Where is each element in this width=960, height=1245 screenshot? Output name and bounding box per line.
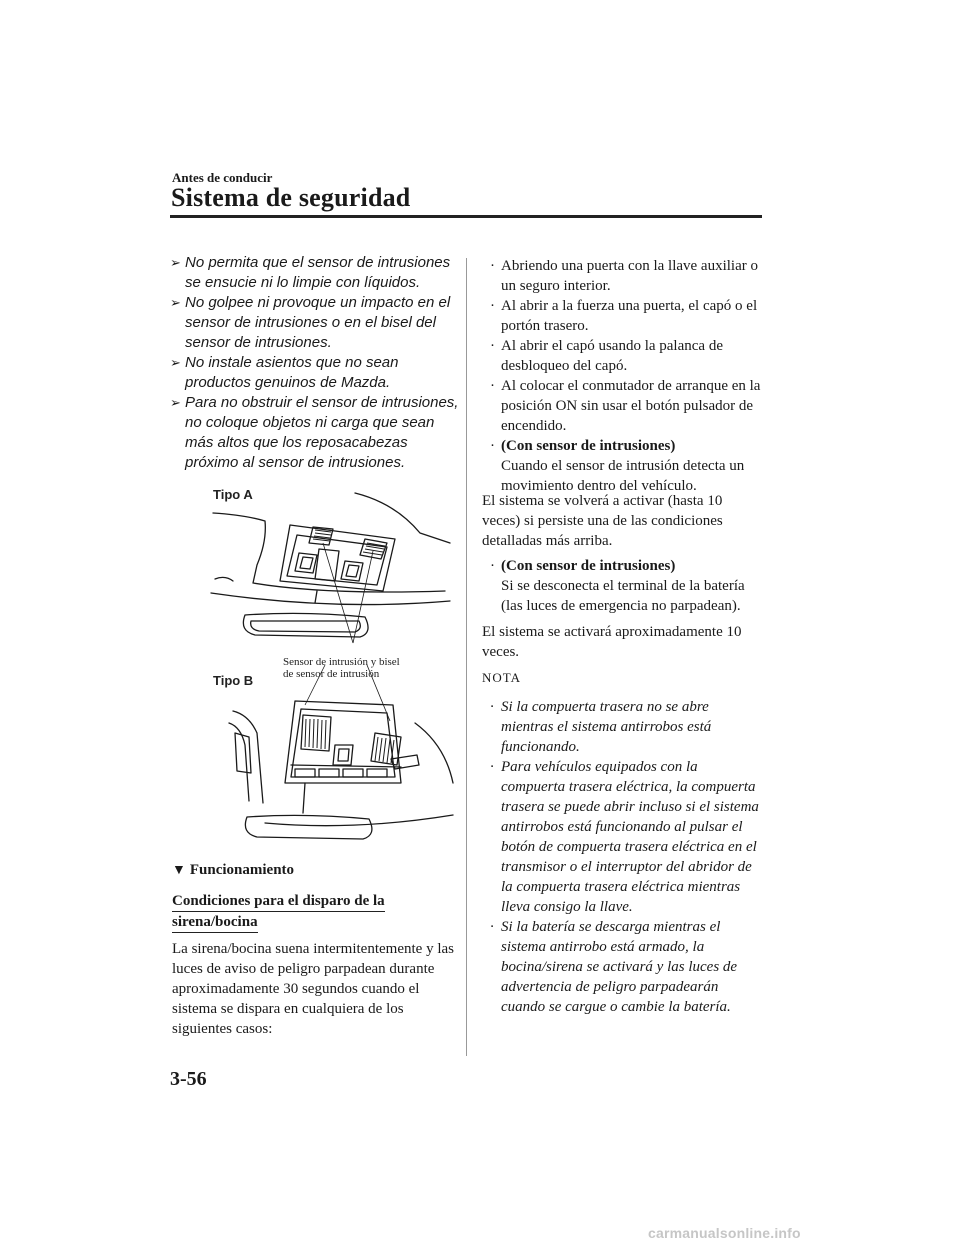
trigger-case-list <box>487 256 763 496</box>
section-label: Antes de conducir <box>172 170 273 185</box>
caution-item: ➢ No golpee ni provoque un impacto en el sensor de intrusiones o en el bisel del sensor de intrusiones. <box>170 294 451 351</box>
section-heading: ▼ Funcionamiento <box>172 862 295 878</box>
mirror-b <box>245 815 372 839</box>
figure-callout-line1: Sensor de intrusión y bisel <box>283 656 400 668</box>
mirror-a <box>243 613 368 637</box>
title-rule <box>170 215 762 218</box>
caution-item: ➢ Para no obstruir el sensor de intrusiones, no coloque objetos ni carga que sean más altos que los reposacabezas próximo al sensor de intrusiones. <box>170 394 459 471</box>
arrow-bullet-icon: ➢ <box>170 295 181 310</box>
note-item: · Para vehículos equipados con la compuerta trasera eléctrica, la compuerta trasera se puede abrir incluso si el sistema antirrobos está funcionando al pulsar el botón de compuerta trasera eléctrica en el transmisor o el interruptor del abridor de la compuerta trasera eléctrica mientras lleva consigo la llave. <box>490 759 759 915</box>
list-item: · (Con sensor de intrusiones) Cuando el sensor de intrusión detecta un movimiento dentro del vehículo. <box>490 438 745 494</box>
figure-label-type-b: Tipo B <box>213 673 254 688</box>
arrow-bullet-icon: ➢ <box>170 255 181 270</box>
note-item: · Si la compuerta trasera no se abre mientras el sistema antirrobos está funcionando. <box>490 699 712 755</box>
caution-item: ➢ No permita que el sensor de intrusiones se ensucie ni lo limpie con líquidos. <box>170 254 451 291</box>
arrow-bullet-icon: ➢ <box>170 355 181 370</box>
page-number: 3-56 <box>170 1068 207 1090</box>
watermark: carmanualsonline.info <box>648 1225 801 1241</box>
activation-paragraph: El sistema se activará aproximadamente 10 veces. <box>482 624 742 660</box>
column-divider <box>466 258 467 1056</box>
note-item: · Si la batería se descarga mientras el sistema antirrobo está armado, la bocina/sirena se activará y las luces de advertencia de peligro parpadearán cuando se cargue o cambie la batería. <box>490 919 738 1015</box>
list-item: · Al abrir a la fuerza una puerta, el capó o el portón trasero. <box>490 298 758 334</box>
intrusion-sensor-figure <box>205 483 455 853</box>
intro-paragraph: La sirena/bocina suena intermitentemente y las luces de aviso de peligro parpadean durante aproximadamente 30 segundos cuando el sistema se dispara en cualquiera de los siguientes casos: <box>172 941 454 1037</box>
page-title: Sistema de seguridad <box>171 183 411 212</box>
note-label: NOTA <box>482 670 522 685</box>
figure-callout-line2: de sensor de intrusión <box>283 668 380 680</box>
caution-list <box>170 253 460 473</box>
list-item: · Al colocar el conmutador de arranque en la posición ON sin usar el botón pulsador de encendido. <box>490 378 761 434</box>
list-item: · Al abrir el capó usando la palanca de desbloqueo del capó. <box>490 338 723 374</box>
battery-case-list <box>487 556 763 616</box>
figure-label-type-a: Tipo A <box>213 487 253 502</box>
note-list <box>487 697 763 1017</box>
conditions-title: Condiciones para el disparo de la sirena/bocina <box>172 891 457 933</box>
list-item: · (Con sensor de intrusiones) Si se desconecta el terminal de la batería (las luces de emergencia no parpadean). <box>490 558 745 614</box>
reactivate-paragraph: El sistema se volverá a activar (hasta 10 veces) si persiste una de las condiciones detalladas más arriba. <box>482 493 723 549</box>
triangle-down-icon: ▼ <box>172 863 186 878</box>
arrow-bullet-icon: ➢ <box>170 395 181 410</box>
list-item: · Abriendo una puerta con la llave auxiliar o un seguro interior. <box>490 258 758 294</box>
caution-item: ➢ No instale asientos que no sean productos genuinos de Mazda. <box>170 354 399 391</box>
